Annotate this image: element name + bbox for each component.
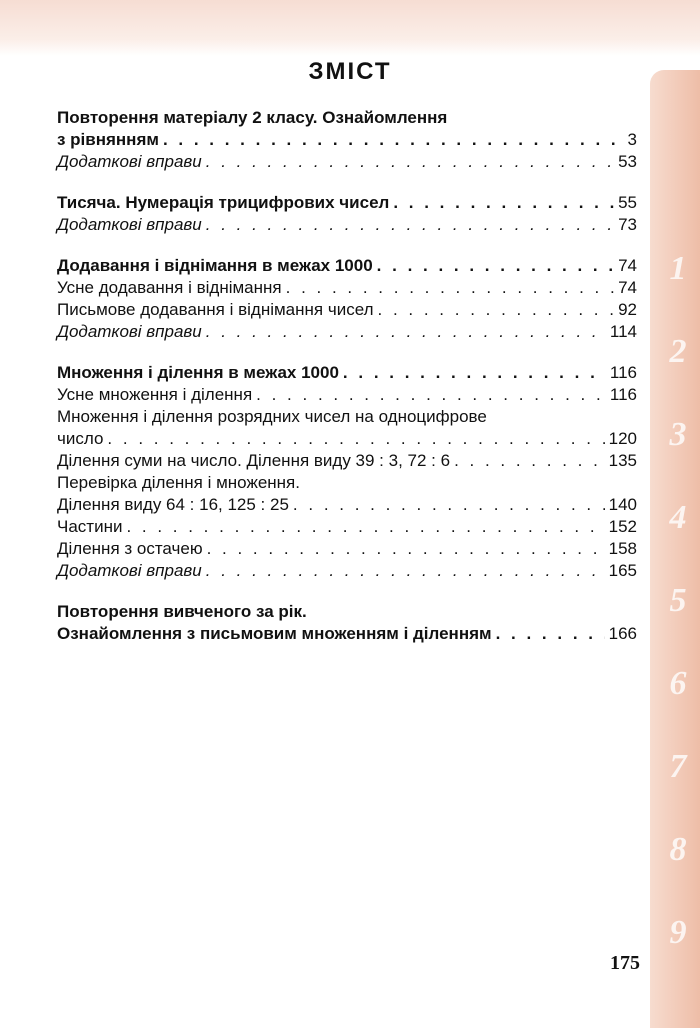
toc-entry[interactable] <box>57 255 637 277</box>
dot-leader <box>256 384 606 406</box>
toc-entry[interactable] <box>57 192 637 214</box>
toc-page-number: 3 <box>627 130 637 149</box>
dot-leader <box>107 428 604 450</box>
page-title: ЗМІСТ <box>308 58 392 85</box>
dot-leader <box>293 494 605 516</box>
toc-entry-title: Ділення з остачею <box>57 539 203 558</box>
dot-leader <box>206 560 605 582</box>
thumb-index-digit: 4 <box>669 499 687 536</box>
thumb-index-digit: 8 <box>669 831 687 868</box>
toc-entry-first-line: Повторення вивченого за рік. <box>57 602 307 621</box>
toc-entry-title: Ділення виду 64 : 16, 125 : 25 <box>57 495 289 514</box>
thumb-index-digit: 7 <box>669 748 687 785</box>
toc-entry-title: Додаткові вправи <box>57 152 202 171</box>
toc-entry-title: Ділення суми на число. Ділення виду 39 : 3, 72 : 6 <box>57 451 451 470</box>
dot-leader <box>206 151 614 173</box>
page-number: 175 <box>610 952 640 974</box>
toc-entry-first-line: Повторення матеріалу 2 класу. Ознайомлення <box>57 108 448 127</box>
dot-leader <box>163 129 624 151</box>
dot-leader <box>207 538 605 560</box>
toc-entry[interactable] <box>57 538 637 560</box>
dot-leader <box>206 214 614 236</box>
toc-entry[interactable] <box>57 516 637 538</box>
dot-leader <box>206 321 606 343</box>
dot-leader <box>343 362 606 384</box>
toc-entry-first-line: Перевірка ділення і множення. <box>57 473 300 492</box>
dot-leader <box>378 299 615 321</box>
toc-entry[interactable] <box>57 428 637 450</box>
dot-leader <box>496 623 605 645</box>
toc-page-number: 140 <box>608 495 637 514</box>
thumb-index-digit: 2 <box>669 333 687 370</box>
thumb-index-digit: 5 <box>669 582 687 619</box>
toc-entry-title: Множення і ділення в межах 1000 <box>57 363 339 382</box>
thumb-index-digit: 9 <box>669 914 687 951</box>
toc-entry-title: Усне множення і ділення <box>57 385 253 404</box>
toc-entry-title: Тисяча. Нумерація трицифрових чисел <box>57 193 390 212</box>
thumb-index-digit: 1 <box>669 250 687 287</box>
toc-page-number: 53 <box>618 152 637 171</box>
toc-entry[interactable] <box>57 129 637 151</box>
toc-page-number: 55 <box>618 193 637 212</box>
toc-page-number: 166 <box>608 624 637 643</box>
toc-page-number: 74 <box>618 278 637 297</box>
toc-page-number: 116 <box>609 363 637 382</box>
toc-page-number: 135 <box>608 451 637 470</box>
thumb-index-digit: 6 <box>669 665 687 702</box>
dot-leader <box>286 277 614 299</box>
toc-entry[interactable] <box>57 560 637 582</box>
toc-page-number: 73 <box>618 215 637 234</box>
dot-leader <box>126 516 604 538</box>
toc-entry-first-line: Множення і ділення розрядних чисел на одноцифрове <box>57 407 487 426</box>
toc-entry[interactable] <box>57 321 637 343</box>
toc-entry-title: з рівнянням <box>57 130 159 149</box>
toc-entry-title: число <box>57 429 104 448</box>
toc-entry-title: Письмове додавання і віднімання чисел <box>57 300 374 319</box>
toc-entry-title: Усне додавання і віднімання <box>57 278 282 297</box>
toc-page-number: 92 <box>618 300 637 319</box>
side-thumb-index <box>650 70 700 1028</box>
toc-page-number: 152 <box>608 517 637 536</box>
header-band <box>0 0 700 56</box>
toc-entry[interactable] <box>57 362 637 384</box>
toc-page-number: 120 <box>608 429 637 448</box>
toc-entry-title: Додавання і віднімання в межах 1000 <box>57 256 373 275</box>
toc-entry[interactable] <box>57 623 637 645</box>
toc-entry[interactable] <box>57 494 637 516</box>
table-of-contents <box>57 107 637 645</box>
toc-entry[interactable] <box>57 384 637 406</box>
toc-entry-title: Додаткові вправи <box>57 322 202 341</box>
toc-entry-title: Додаткові вправи <box>57 561 202 580</box>
toc-entry[interactable] <box>57 277 637 299</box>
toc-page-number: 158 <box>608 539 637 558</box>
toc-page-number: 74 <box>618 256 637 275</box>
toc-entry-title: Додаткові вправи <box>57 215 202 234</box>
toc-page-number: 116 <box>609 385 637 404</box>
dot-leader <box>393 192 614 214</box>
toc-entry[interactable] <box>57 151 637 173</box>
thumb-index-digit: 3 <box>669 416 687 453</box>
toc-page-number: 165 <box>608 561 637 580</box>
dot-leader <box>454 450 605 472</box>
toc-entry[interactable] <box>57 299 637 321</box>
dot-leader <box>377 255 614 277</box>
toc-entry[interactable] <box>57 450 637 472</box>
toc-page-number: 114 <box>609 322 637 341</box>
toc-entry-title: Ознайомлення з письмовим множенням і діленням <box>57 624 492 643</box>
toc-entry-title: Частини <box>57 517 123 536</box>
toc-entry[interactable] <box>57 214 637 236</box>
